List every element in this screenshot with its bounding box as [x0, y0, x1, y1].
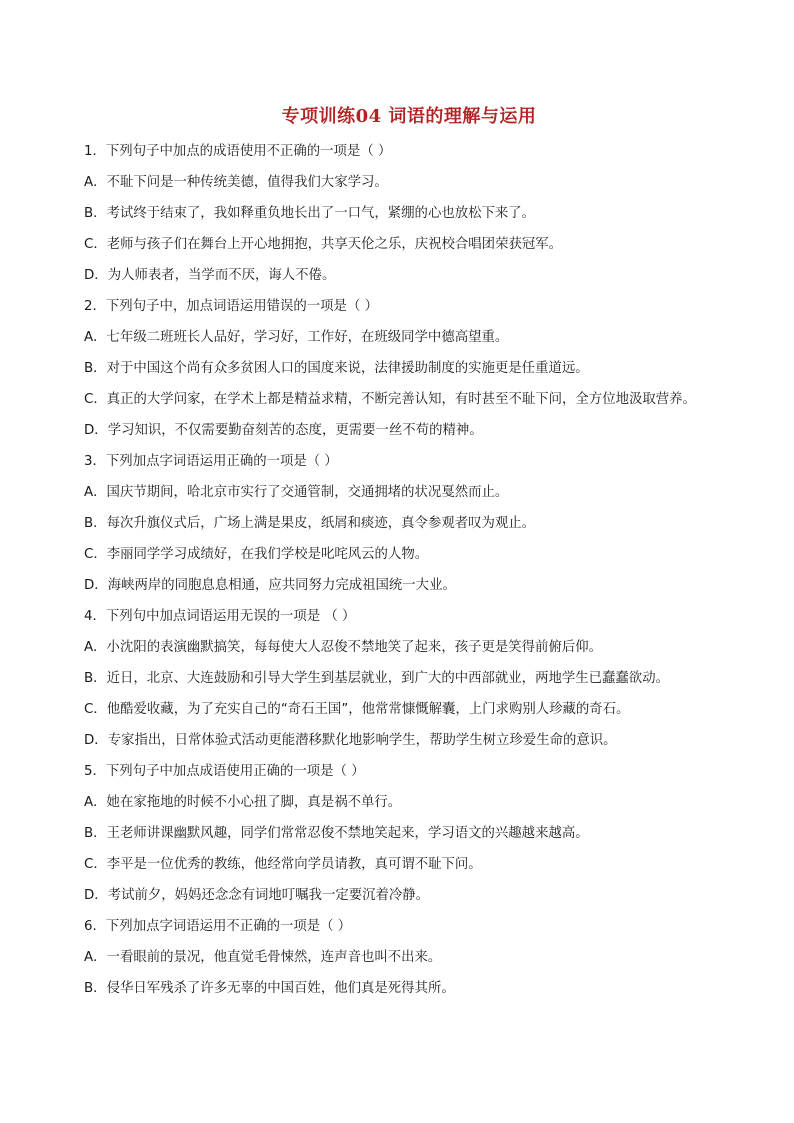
option-d: D．专家指出，日常体验式活动更能潜移默化地影响学生，帮助学生树立珍爱生命的意识。: [84, 733, 617, 748]
page-title: 专项训练04 词语的理解与运用: [281, 106, 537, 127]
question-2: [84, 291, 724, 446]
option-d: D．为人师表者，当学而不厌，诲人不倦。: [84, 268, 336, 283]
question-5: [84, 756, 724, 911]
question-stem: 5．下列句子中加点成语使用正确的一项是（ ）: [84, 764, 365, 779]
question-6: [84, 911, 724, 1004]
option-a: A．七年级二班班长人品好，学习好，工作好，在班级同学中德高望重。: [84, 330, 509, 345]
option-c: C．他酷爱收藏，为了充实自己的“奇石王国”，他常常慷慨解囊，上门求购别人珍藏的奇石。: [84, 702, 630, 717]
option-d: D．考试前夕，妈妈还念念有词地叮嘱我一定要沉着冷静。: [84, 888, 430, 903]
question-stem: 3．下列加点字词语运用正确的一项是（ ）: [84, 454, 338, 469]
option-a: A．一看眼前的景况，他直觉毛骨悚然，连声音也叫不出来。: [84, 950, 442, 965]
question-3: [84, 446, 724, 601]
option-b: B．每次升旗仪式后，广场上满是果皮，纸屑和痰迹，真令参观者叹为观止。: [84, 516, 536, 531]
option-b: B．近日，北京、大连鼓励和引导大学生到基层就业，到广大的中西部就业，两地学生已蠢蠢欲动。: [84, 671, 669, 686]
option-b: B．侵华日军残杀了许多无辜的中国百姓，他们真是死得其所。: [84, 981, 455, 996]
option-c: C．真正的大学问家，在学术上都是精益求精，不断完善认知，有时甚至不耻下问，全方位地汲取营养。: [84, 392, 696, 407]
option-a: A．小沈阳的表演幽默搞笑，每每使大人忍俊不禁地笑了起来，孩子更是笑得前俯后仰。: [84, 640, 603, 655]
option-b: B．对于中国这个尚有众多贫困人口的国度来说，法律援助制度的实施更是任重道远。: [84, 361, 589, 376]
option-a: A．国庆节期间，哈北京市实行了交通管制，交通拥堵的状况戛然而止。: [84, 485, 509, 500]
option-c: C．老师与孩子们在舞台上开心地拥抱，共享天伦之乐，庆祝校合唱团荣获冠军。: [84, 237, 563, 252]
question-stem: 2．下列句子中，加点词语运用错误的一项是（ ）: [84, 299, 378, 314]
question-stem: 4．下列句中加点词语运用无误的一项是 （ ）: [84, 609, 356, 624]
question-1: [84, 136, 724, 291]
option-b: B．考试终于结束了，我如释重负地长出了一口气，紧绷的心也放松下来了。: [84, 206, 536, 221]
option-c: C．李丽同学学习成绩好，在我们学校是叱咤风云的人物。: [84, 547, 429, 562]
question-4: [84, 601, 724, 756]
option-c: C．李平是一位优秀的教练，他经常向学员请教，真可谓不耻下问。: [84, 857, 482, 872]
option-b: B．王老师讲课幽默风趣，同学们常常忍俊不禁地笑起来，学习语文的兴趣越来越高。: [84, 826, 589, 841]
option-a: A．她在家拖地的时候不小心扭了脚，真是祸不单行。: [84, 795, 402, 810]
option-d: D．海峡两岸的同胞息息相通，应共同努力完成祖国统一大业。: [84, 578, 456, 593]
option-a: A．不耻下问是一种传统美德，值得我们大家学习。: [84, 175, 388, 190]
question-stem: 6．下列加点字词语运用不正确的一项是（ ）: [84, 919, 352, 934]
option-d: D．学习知识，不仅需要勤奋刻苦的态度，更需要一丝不苟的精神。: [84, 423, 483, 438]
question-stem: 1．下列句子中加点的成语使用不正确的一项是（ ）: [84, 144, 392, 159]
